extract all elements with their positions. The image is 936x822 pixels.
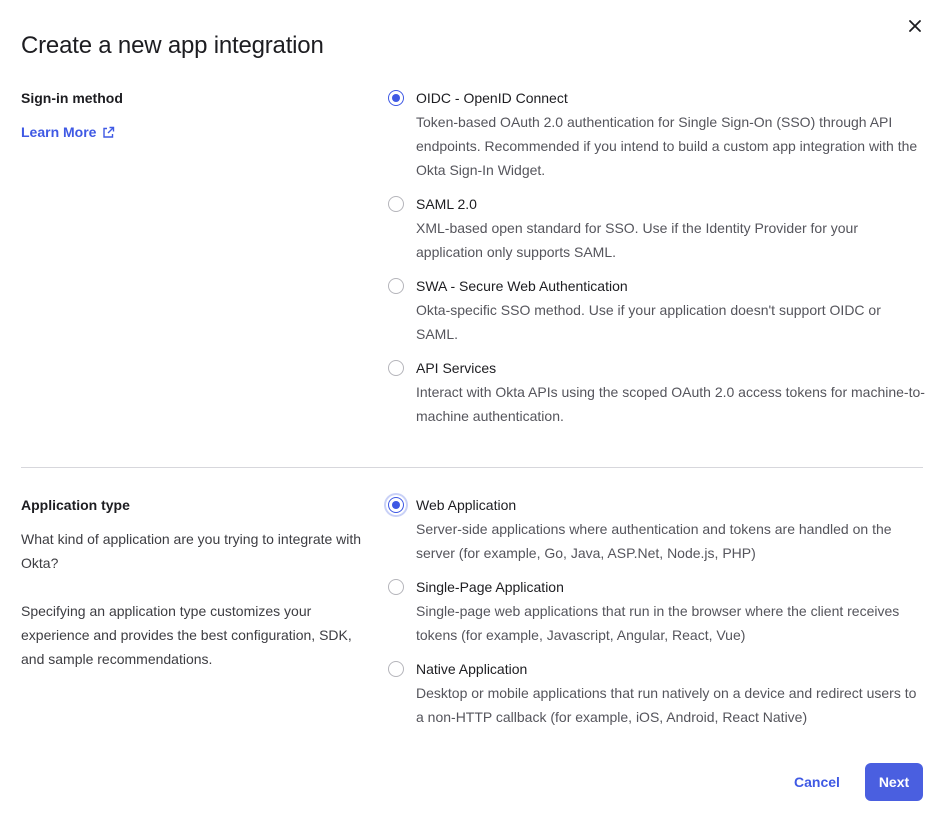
option-description: Desktop or mobile applications that run natively on a device and redirect users to a non-HTTP callback (for example, iOS, Android, React Native) (416, 685, 917, 725)
option-description: Interact with Okta APIs using the scoped OAuth 2.0 access tokens for machine-to-machine authentication. (416, 384, 925, 424)
radio-native-application[interactable] (388, 661, 404, 677)
radio-oidc[interactable] (388, 90, 404, 106)
option-oidc[interactable] (386, 86, 926, 182)
section-divider (21, 467, 923, 468)
option-saml[interactable] (386, 192, 926, 264)
application-type-help: Specifying an application type customizes your experience and provides the best configuration, SDK, and sample recommendations. (21, 603, 352, 667)
next-button[interactable]: Next (865, 763, 923, 801)
option-label: Web Application (416, 497, 517, 513)
option-description: XML-based open standard for SSO. Use if the Identity Provider for your application only supports SAML. (416, 220, 858, 260)
option-web-application[interactable] (386, 493, 926, 565)
option-description: Okta-specific SSO method. Use if your application doesn't support OIDC or SAML. (416, 302, 881, 342)
option-description: Server-side applications where authentication and tokens are handled on the server (for example, Go, Java, ASP.Net, Node.js, PHP) (416, 521, 892, 561)
option-api-services[interactable] (386, 356, 926, 428)
option-single-page-application[interactable] (386, 575, 926, 647)
option-label: OIDC - OpenID Connect (416, 90, 568, 106)
option-label: SWA - Secure Web Authentication (416, 278, 628, 294)
application-type-question: What kind of application are you trying to integrate with Okta? (21, 531, 362, 571)
radio-web-application[interactable] (388, 497, 404, 513)
option-label: SAML 2.0 (416, 196, 477, 212)
option-native-application[interactable] (386, 657, 926, 729)
sign-in-method-label: Sign-in method (21, 90, 123, 106)
option-description: Token-based OAuth 2.0 authentication for Single Sign-On (SSO) through API endpoints. Recommended if you intend to build a custom app integration with the Okta Sign-In Widget. (416, 114, 918, 178)
learn-more-link[interactable] (21, 122, 115, 142)
external-link-icon (102, 126, 115, 139)
option-label: Native Application (416, 661, 528, 677)
radio-swa[interactable] (388, 278, 404, 294)
option-label: Single-Page Application (416, 579, 564, 595)
close-button[interactable] (903, 14, 927, 38)
option-description: Single-page web applications that run in the browser where the client receives tokens (for example, Javascript, Angular, React, Vue) (416, 603, 900, 643)
option-label: API Services (416, 360, 497, 376)
close-icon (909, 20, 921, 32)
learn-more-label: Learn More (21, 124, 97, 140)
radio-saml[interactable] (388, 196, 404, 212)
cancel-button[interactable]: Cancel (794, 774, 840, 790)
application-type-label: Application type (21, 497, 130, 513)
option-swa[interactable] (386, 274, 926, 346)
radio-api-services[interactable] (388, 360, 404, 376)
radio-single-page-application[interactable] (388, 579, 404, 595)
dialog-title: Create a new app integration (21, 32, 324, 59)
